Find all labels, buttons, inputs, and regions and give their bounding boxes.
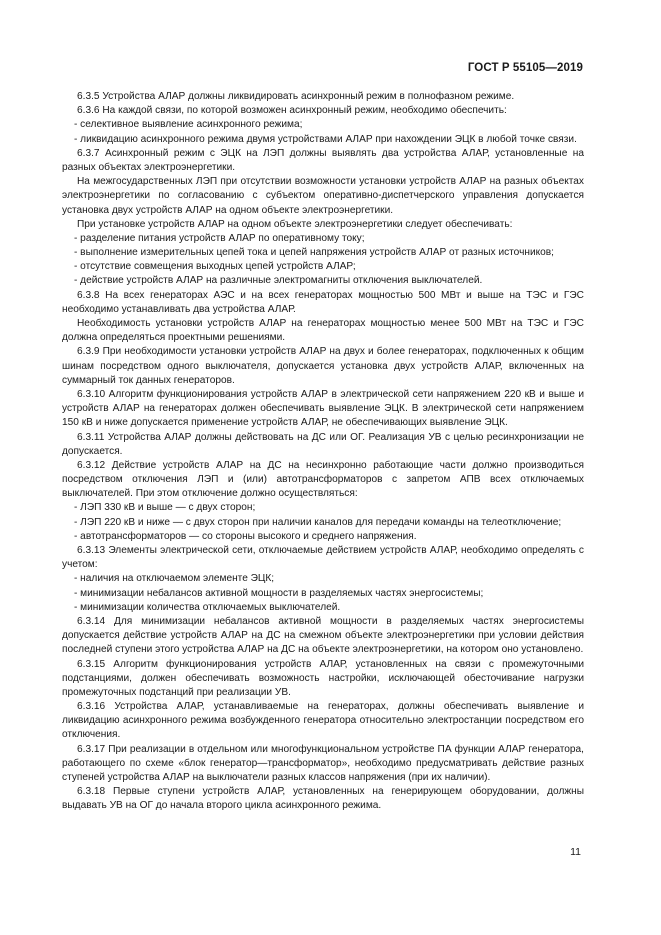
list-item: - наличия на отключаемом элементе ЭЦК; [74,573,275,585]
paragraph: 6.3.11 Устройства АЛАР должны действовать на ДС или ОГ. Реализация УВ с целью ресинхронизации не допускается. [62,431,584,457]
list-item: - ЛЭП 330 кВ и выше — с двух сторон; [74,502,256,514]
paragraph: 6.3.10 Алгоритм функционирования устройств АЛАР в электрической сети напряжением 220 кВ и выше и устройств АЛАР на генераторах должен обеспечивать выявление ЭЦК. В электрической сети напряжением 150 кВ и ниже допускается применение устройств АЛАР, не обеспечивающих выявление ЭЦК. [62,388,584,429]
paragraph: 6.3.7 Асинхронный режим с ЭЦК на ЛЭП должны выявлять два устройства АЛАР, установленные на разных объектах электроэнергетики. [62,147,584,173]
list-item: - ликвидацию асинхронного режима двумя устройствами АЛАР при нахождении ЭЦК в любой точке связи. [74,133,577,145]
paragraph: 6.3.14 Для минимизации небалансов активной мощности в разделяемых частях энергосистемы допускается действие устройств АЛАР на ДС на смежном объекте электроэнергетики при условии действия последней ступени этого устройства АЛАР на ДС на объекте электроэнергетики, на котором оно установлено. [62,615,584,656]
paragraph: Необходимость установки устройств АЛАР на генераторах мощностью менее 500 МВт на ТЭС и ГЭС должна определяться проектными решениями. [62,318,584,344]
paragraph: 6.3.15 Алгоритм функционирования устройств АЛАР, установленных на связи с промежуточными подстанциями, должен обеспечивать возможность настройки, исключающей обесточивание нагрузки промежуточных подстанций при реализации УВ. [62,658,584,698]
list-item: - минимизации количества отключаемых выключателей. [74,601,341,613]
paragraph: При установке устройств АЛАР на одном объекте электроэнергетики следует обеспечивать: [77,218,513,230]
paragraph: 6.3.13 Элементы электрической сети, отключаемые действием устройств АЛАР, необходимо определять с учетом: [62,545,584,571]
list-item: - выполнение измерительных цепей тока и цепей напряжения устройств АЛАР от разных источников; [74,247,554,259]
list-item: - отсутствие совмещения выходных цепей устройств АЛАР; [74,261,356,273]
list-item: - действие устройств АЛАР на различные электромагниты отключения выключателей. [74,275,483,287]
paragraph: 6.3.5 Устройства АЛАР должны ликвидировать асинхронный режим в полнофазном режиме. [77,91,515,102]
document-body [62,90,584,814]
paragraph: 6.3.12 Действие устройств АЛАР на ДС на несинхронно работающие части должно производиться посредством отключения ЛЭП и (или) автотрансформаторов с запретом АПВ всех отключаемых выключателей. При этом отключение должно осуществляться: [62,459,584,500]
list-item: - разделение питания устройств АЛАР по оперативному току; [74,232,365,244]
page-number: 11 [570,846,581,858]
paragraph: 6.3.9 При необходимости установки устройств АЛАР на двух и более генераторах, подключенных к общим шинам посредством одного выключателя, допускается установка двух устройств АЛАР, включенных на суммарный ток данных генераторов. [62,346,584,386]
paragraph: На межгосударственных ЛЭП при отсутствии возможности установки устройств АЛАР на разных объектах электроэнергетики по согласованию с субъектом оперативно-диспетчерского управления допускается установка двух устройств АЛАР на одном объекте электроэнергетики. [62,176,584,216]
list-item: - ЛЭП 220 кВ и ниже — с двух сторон при наличии каналов для передачи команды на телеотключение; [74,516,562,528]
standard-header: ГОСТ Р 55105—2019 [467,62,583,74]
paragraph: 6.3.17 При реализации в отдельном или многофункциональном устройстве ПА функции АЛАР генератора, работающего по схеме «блок генератор—трансформатор», необходимо предусматривать действие разных ступеней устройства АЛАР на выключатели разных классов напряжения (при их наличии). [62,743,584,783]
list-item: - минимизации небалансов активной мощности в разделяемых частях энергосистемы; [74,587,484,599]
list-item: - автотрансформаторов — со стороны высокого и среднего напряжения. [74,530,417,542]
list-item: - селективное выявление асинхронного режима; [74,119,303,131]
paragraph: 6.3.16 Устройства АЛАР, устанавливаемые на генераторах, должны обеспечивать выявление и ликвидацию асинхронного режима возбужденного генератора относительно электростанции посредством его отключения. [62,701,584,741]
paragraph: 6.3.8 На всех генераторах АЭС и на всех генераторах мощностью 500 МВт и выше на ТЭС и ГЭС необходимо устанавливать два устройства АЛАР. [62,289,584,315]
paragraph: 6.3.6 На каждой связи, по которой возможен асинхронный режим, необходимо обеспечить: [77,105,507,117]
paragraph: 6.3.18 Первые ступени устройств АЛАР, установленных на генерирующем оборудовании, должны выдавать УВ на ОГ до начала второго цикла асинхронного режима. [62,786,584,812]
